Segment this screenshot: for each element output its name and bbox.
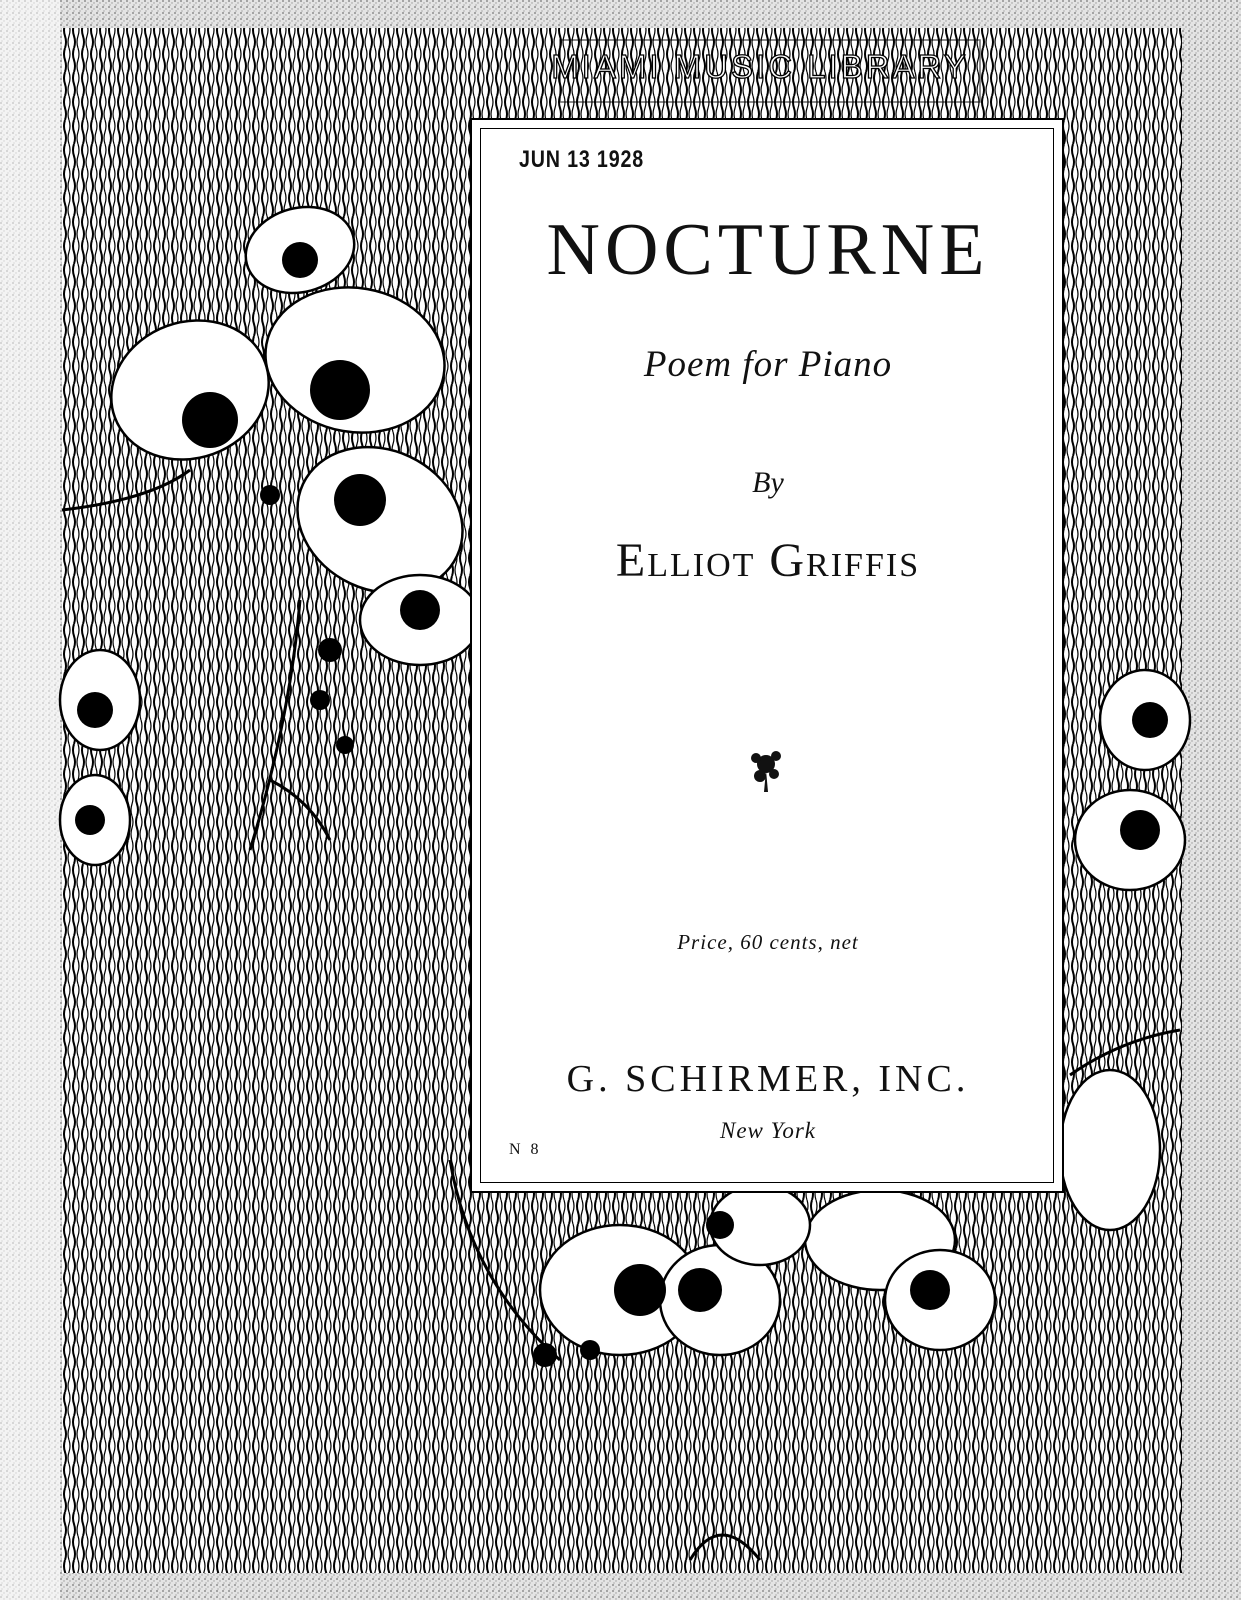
by-label: By bbox=[752, 466, 784, 499]
library-stamp: MIAMI MUSIC LIBRARY bbox=[551, 48, 969, 85]
page-title: NOCTURNE bbox=[546, 209, 990, 291]
composer-name: Elliot Griffis bbox=[615, 534, 921, 587]
publisher-city: New York bbox=[720, 1118, 816, 1143]
date-stamp: JUN 13 1928 bbox=[519, 146, 644, 173]
publisher-name: G. SCHIRMER, INC. bbox=[566, 1058, 970, 1100]
subtitle: Poem for Piano bbox=[643, 344, 893, 385]
flower-ornament-icon bbox=[738, 740, 794, 796]
catalog-code: N 8 bbox=[509, 1141, 542, 1158]
price-text: Price, 60 cents, net bbox=[677, 930, 859, 954]
